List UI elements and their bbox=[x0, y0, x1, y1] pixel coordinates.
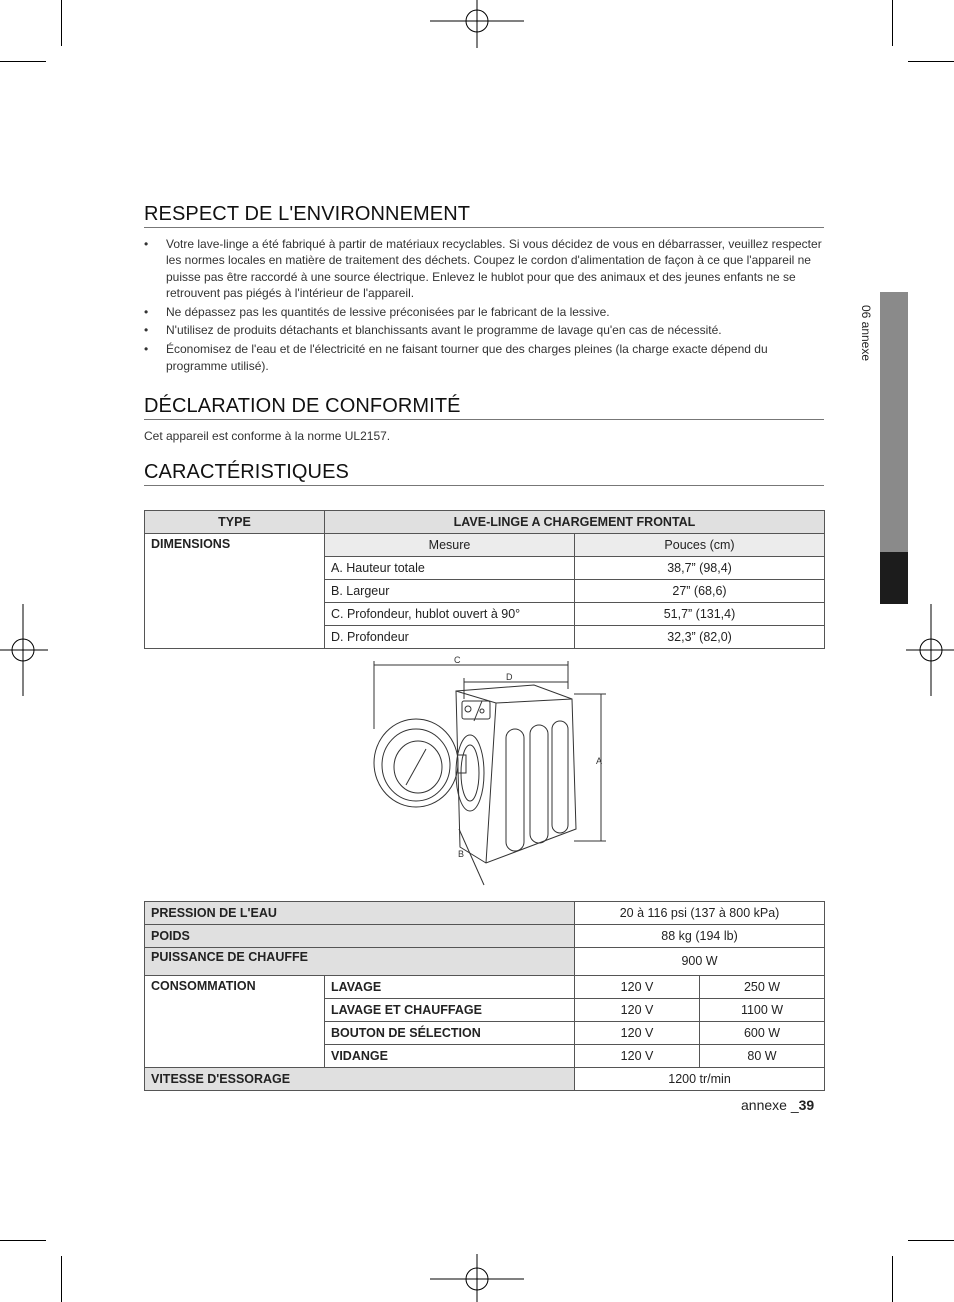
dimensions-label: DIMENSIONS bbox=[145, 533, 325, 648]
crop-mark bbox=[0, 61, 46, 62]
conformity-text: Cet appareil est conforme à la norme UL2157. bbox=[144, 428, 391, 443]
consumption-voltage: 120 V bbox=[575, 1021, 700, 1044]
consumption-item: BOUTON DE SÉLECTION bbox=[325, 1021, 575, 1044]
pressure-label: PRESSION DE L'EAU bbox=[145, 901, 575, 924]
consumption-voltage: 120 V bbox=[575, 975, 700, 998]
crop-mark bbox=[908, 61, 954, 62]
page-footer bbox=[741, 1097, 814, 1113]
dimension-value: 51,7” (131,4) bbox=[575, 602, 825, 625]
column-header-measure: Mesure bbox=[325, 533, 575, 556]
consumption-item: LAVAGE ET CHAUFFAGE bbox=[325, 998, 575, 1021]
dimensions-table bbox=[144, 510, 825, 649]
weight-label: POIDS bbox=[145, 924, 575, 947]
crop-mark bbox=[908, 1240, 954, 1241]
crop-mark bbox=[892, 0, 893, 46]
table-row bbox=[145, 901, 825, 924]
weight-value: 88 kg (194 lb) bbox=[575, 924, 825, 947]
diagram-label-b: B bbox=[458, 848, 465, 859]
side-tab-label: 06 annexe bbox=[859, 304, 873, 362]
section-title-environment: RESPECT DE L'ENVIRONNEMENT bbox=[144, 203, 824, 228]
section-title-conformity: DÉCLARATION DE CONFORMITÉ bbox=[144, 395, 824, 420]
consumption-voltage: 120 V bbox=[575, 1044, 700, 1067]
column-header-unit: Pouces (cm) bbox=[575, 533, 825, 556]
consumption-voltage: 120 V bbox=[575, 998, 700, 1021]
consumption-power: 250 W bbox=[700, 975, 825, 998]
crop-mark bbox=[0, 1240, 46, 1241]
registration-mark-left bbox=[0, 604, 48, 696]
type-value: LAVE-LINGE A CHARGEMENT FRONTAL bbox=[325, 510, 825, 533]
washer-diagram bbox=[144, 649, 824, 901]
specs-table bbox=[144, 901, 825, 1091]
main-content bbox=[144, 203, 824, 1091]
pressure-value: 20 à 116 psi (137 à 800 kPa) bbox=[575, 901, 825, 924]
spin-label: VITESSE D'ESSORAGE bbox=[145, 1067, 575, 1090]
dimension-label: A. Hauteur totale bbox=[325, 556, 575, 579]
dimension-value: 27” (68,6) bbox=[575, 579, 825, 602]
type-label: TYPE bbox=[145, 510, 325, 533]
table-row bbox=[145, 533, 825, 556]
dimension-label: D. Profondeur bbox=[325, 625, 575, 648]
list-item: • Votre lave-linge a été fabriqué à partir de matériaux recyclables. Si vous décidez de vous en débarrasser, veuillez respecter les normes locales en matière de traitement des déchets. Coupez le cordon d'alimentation de façon à ce que l'appareil ne puisse pas être raccordé à une source électrique. Enlevez le hublot pour que des animaux et des jeunes enfants ne se retrouvent pas piégés à l'intérieur de l'appareil. bbox=[144, 236, 824, 301]
diagram-label-a: A bbox=[596, 755, 603, 766]
side-tab bbox=[856, 292, 908, 604]
crop-mark bbox=[61, 0, 62, 46]
consumption-item: VIDANGE bbox=[325, 1044, 575, 1067]
dimension-value: 38,7” (98,4) bbox=[575, 556, 825, 579]
dimension-label: B. Largeur bbox=[325, 579, 575, 602]
list-item: • Économisez de l'eau et de l'électricité en ne faisant tourner que des charges pleines (la charge exacte dépend du programme utilisé). bbox=[144, 341, 824, 374]
environment-bullet-list bbox=[144, 236, 824, 374]
page-number: 39 bbox=[798, 1097, 815, 1113]
diagram-label-d: D bbox=[506, 671, 513, 682]
dimension-value: 32,3” (82,0) bbox=[575, 625, 825, 648]
crop-mark bbox=[61, 1256, 62, 1302]
footer-section: annexe _ bbox=[741, 1097, 799, 1113]
consumption-power: 600 W bbox=[700, 1021, 825, 1044]
table-row bbox=[145, 947, 825, 975]
crop-mark bbox=[892, 1256, 893, 1302]
table-row bbox=[145, 975, 825, 998]
registration-mark-right bbox=[906, 604, 954, 696]
consumption-power: 80 W bbox=[700, 1044, 825, 1067]
consumption-label: CONSOMMATION bbox=[145, 975, 325, 1067]
table-row bbox=[145, 924, 825, 947]
heating-value: 900 W bbox=[575, 947, 825, 975]
list-item: • N'utilisez de produits détachants et blanchissants avant le programme de lavage qu'en cas de nécessité. bbox=[144, 322, 824, 338]
dimension-label: C. Profondeur, hublot ouvert à 90° bbox=[325, 602, 575, 625]
registration-mark-top bbox=[430, 0, 524, 48]
list-item: • Ne dépassez pas les quantités de lessive préconisées par le fabricant de la lessive. bbox=[144, 304, 824, 320]
consumption-item: LAVAGE bbox=[325, 975, 575, 998]
registration-mark-bottom bbox=[430, 1254, 524, 1302]
table-row bbox=[145, 510, 825, 533]
diagram-label-c: C bbox=[454, 654, 461, 665]
section-title-specs: CARACTÉRISTIQUES bbox=[144, 461, 824, 486]
consumption-power: 1100 W bbox=[700, 998, 825, 1021]
spin-value: 1200 tr/min bbox=[575, 1067, 825, 1090]
heating-label: PUISSANCE DE CHAUFFE bbox=[145, 947, 575, 975]
table-row bbox=[145, 1067, 825, 1090]
